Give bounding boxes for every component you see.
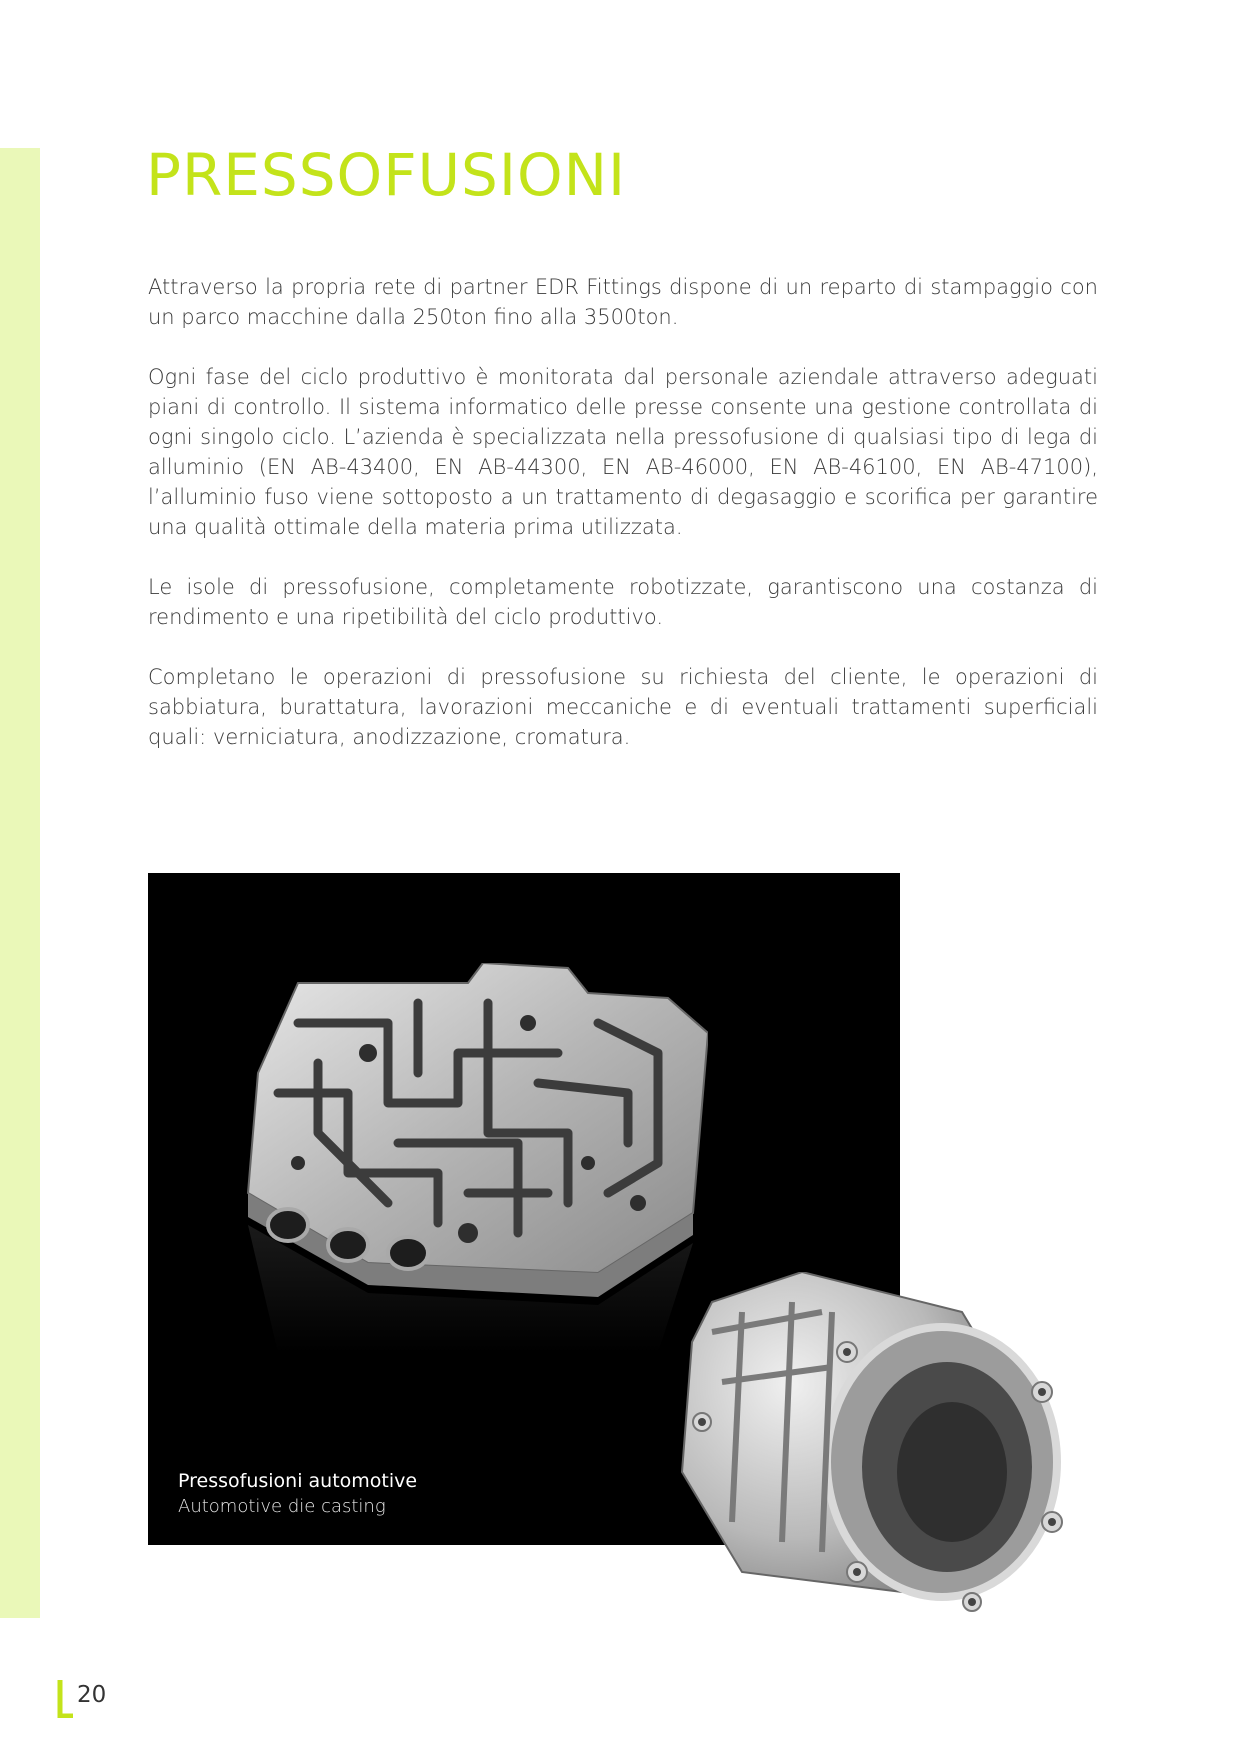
paragraph-robotic-islands: Le isole di pressofusione, completamente robotizzate, garantiscono una costanza di rendimento e una ripetibilità del ciclo produttivo.	[148, 575, 1098, 629]
page-title: PRESSOFUSIONI	[146, 141, 627, 209]
paragraph-intro: Attraverso la propria rete di partner EDR Fittings dispone di un reparto di stampaggio con un parco macchine dalla 250ton fino alla 3500ton.	[148, 275, 1098, 329]
body-text	[148, 272, 1098, 782]
paragraph-production-cycle: Ogni fase del ciclo produttivo è monitorata dal personale aziendale attraverso adeguati piani di controllo. Il sistema informatico delle presse consente una gestione controllata di ogni singolo ciclo. L’azienda è specializzata nella pressofusione di qualsiasi tipo di lega di alluminio (EN AB-43400, EN AB-44300, EN AB-46000, EN AB-46100, EN AB-47100), l’alluminio fuso viene sottoposto a un trattamento di degasaggio e scorifica per garantire una qualità ottimale della materia prima utilizzata.	[148, 365, 1098, 539]
caption-subtitle: Automotive die casting	[178, 1496, 386, 1517]
valve-body-casting-image	[238, 963, 708, 1363]
sidebar-accent-bar	[0, 148, 40, 1618]
paragraph-finishing-operations: Completano le operazioni di pressofusione su richiesta del cliente, le operazioni di sabbiatura, burattatura, lavorazioni meccaniche e di eventuali trattamenti superficiali quali: verniciatura, anodizzazione, cromatura.	[148, 665, 1098, 749]
caption-title: Pressofusioni automotive	[178, 1470, 418, 1492]
gearbox-housing-casting-image	[672, 1272, 1072, 1612]
figure-caption	[178, 1469, 417, 1519]
page-number-label: 20	[77, 1682, 107, 1708]
page-bracket-icon	[57, 1678, 75, 1718]
